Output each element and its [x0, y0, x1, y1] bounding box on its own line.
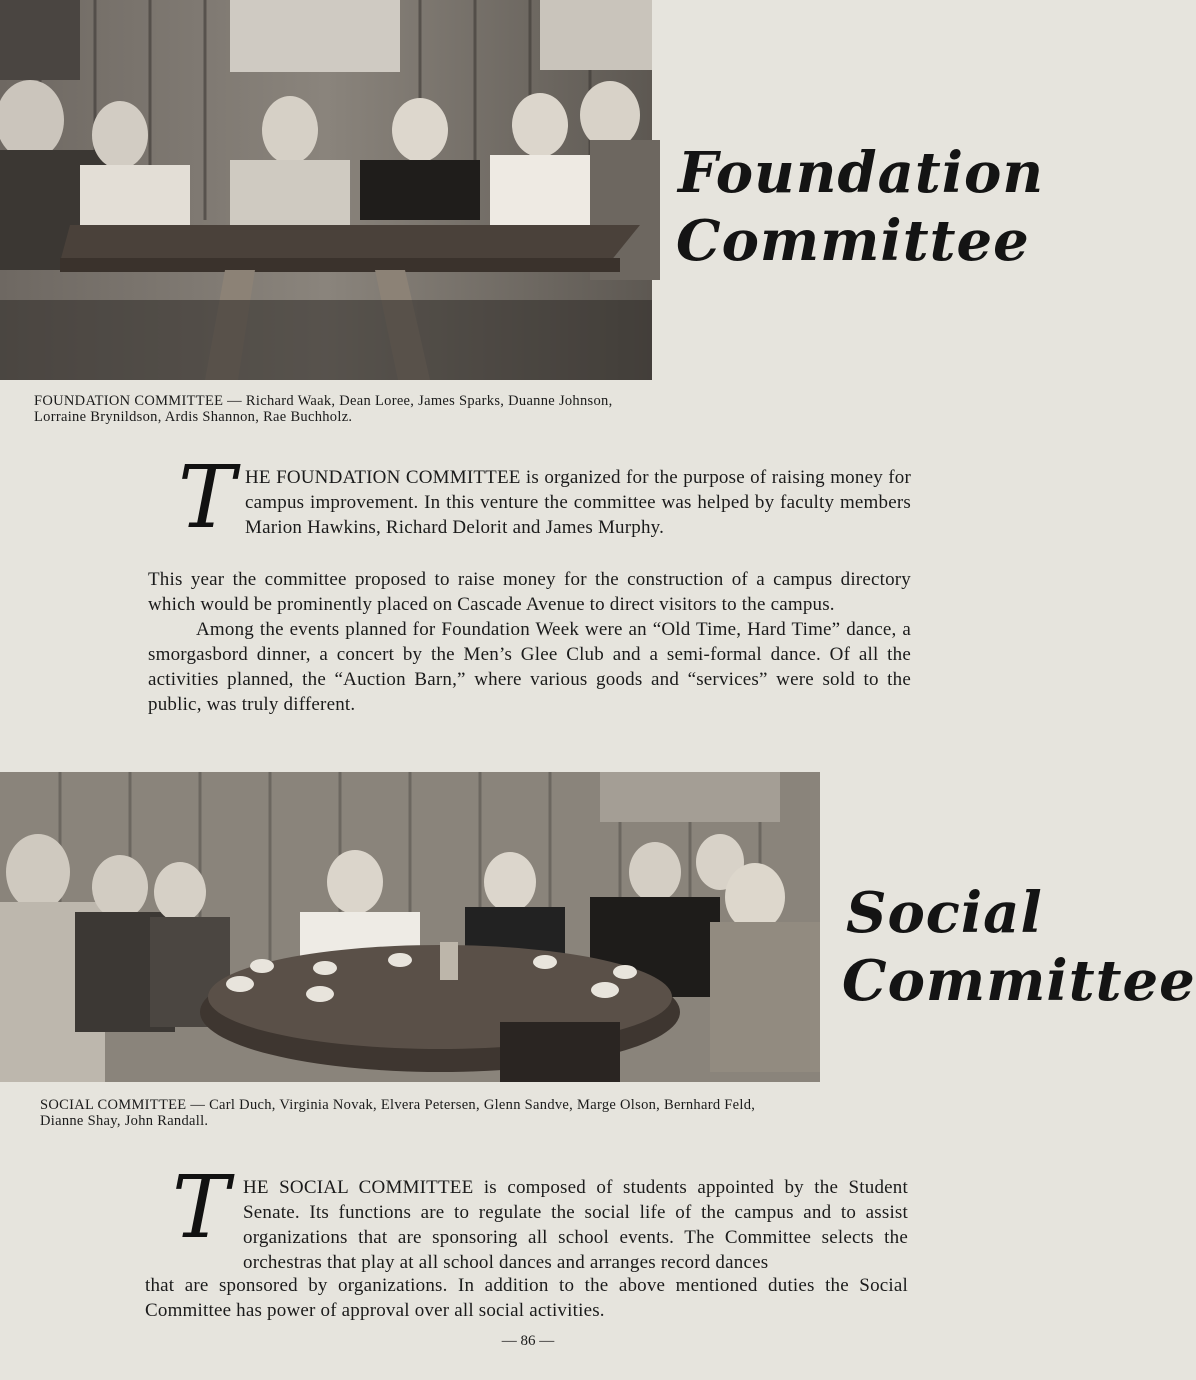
social-drop-cap: T: [172, 1158, 230, 1258]
social-body-text: [145, 1273, 908, 1323]
foundation-paragraph-1-rest: This year the committee proposed to raise money for the construction of a campus directory which would be prominently placed on Cascade Avenue to direct visitors to the campus.: [148, 569, 911, 615]
foundation-drop-cap: T: [178, 448, 236, 548]
social-photo-caption: SOCIAL COMMITTEE — Carl Duch, Virginia Novak, Elvera Petersen, Glenn Sandve, Marge Olson, Bernhard Feld, Dianne Shay, John Randall.: [40, 1097, 756, 1129]
foundation-body-text: [148, 567, 911, 717]
foundation-paragraph-2: Among the events planned for Foundation Week were an “Old Time, Hard Time” dance, a smorgasbord dinner, a concert by the Men’s Glee Club and a semi-formal dance. Of all the activities planned, the “Auction Barn,” where various goods and “services” were sold to the public, was truly different.: [148, 619, 911, 715]
foundation-title-line2: Committee: [676, 208, 1030, 274]
social-lead-text: [243, 1175, 908, 1275]
social-paragraph-rest: that are sponsored by organizations. In addition to the above mentioned duties the Social Committee has power of approval over all social activities.: [145, 1275, 908, 1321]
social-title-line1: Social: [846, 880, 1043, 946]
social-committee-photo: [0, 772, 820, 1082]
foundation-title-line1: Foundation: [678, 140, 1045, 206]
social-title-line2: Committee: [842, 948, 1196, 1014]
foundation-lead-text: [245, 465, 911, 540]
foundation-lead-paragraph: HE FOUNDATION COMMITTEE is organized for the purpose of raising money for campus improvement. In this venture the committee was helped by faculty members Marion Hawkins, Richard Delorit and James Murphy.: [245, 467, 911, 538]
foundation-committee-photo: [0, 0, 652, 380]
foundation-photo-caption: FOUNDATION COMMITTEE — Richard Waak, Dean Loree, James Sparks, Duanne Johnson, Lorraine Brynildson, Ardis Shannon, Rae Buchholz.: [34, 393, 613, 425]
social-lead-paragraph: HE SOCIAL COMMITTEE is composed of students appointed by the Student Senate. Its functions are to regulate the social life of the campus and to assist organizations that are sponsoring all school events. The Committee selects the orchestras that play at all school dances and arranges record dances: [243, 1177, 908, 1273]
page-number: — 86 —: [501, 1333, 555, 1349]
